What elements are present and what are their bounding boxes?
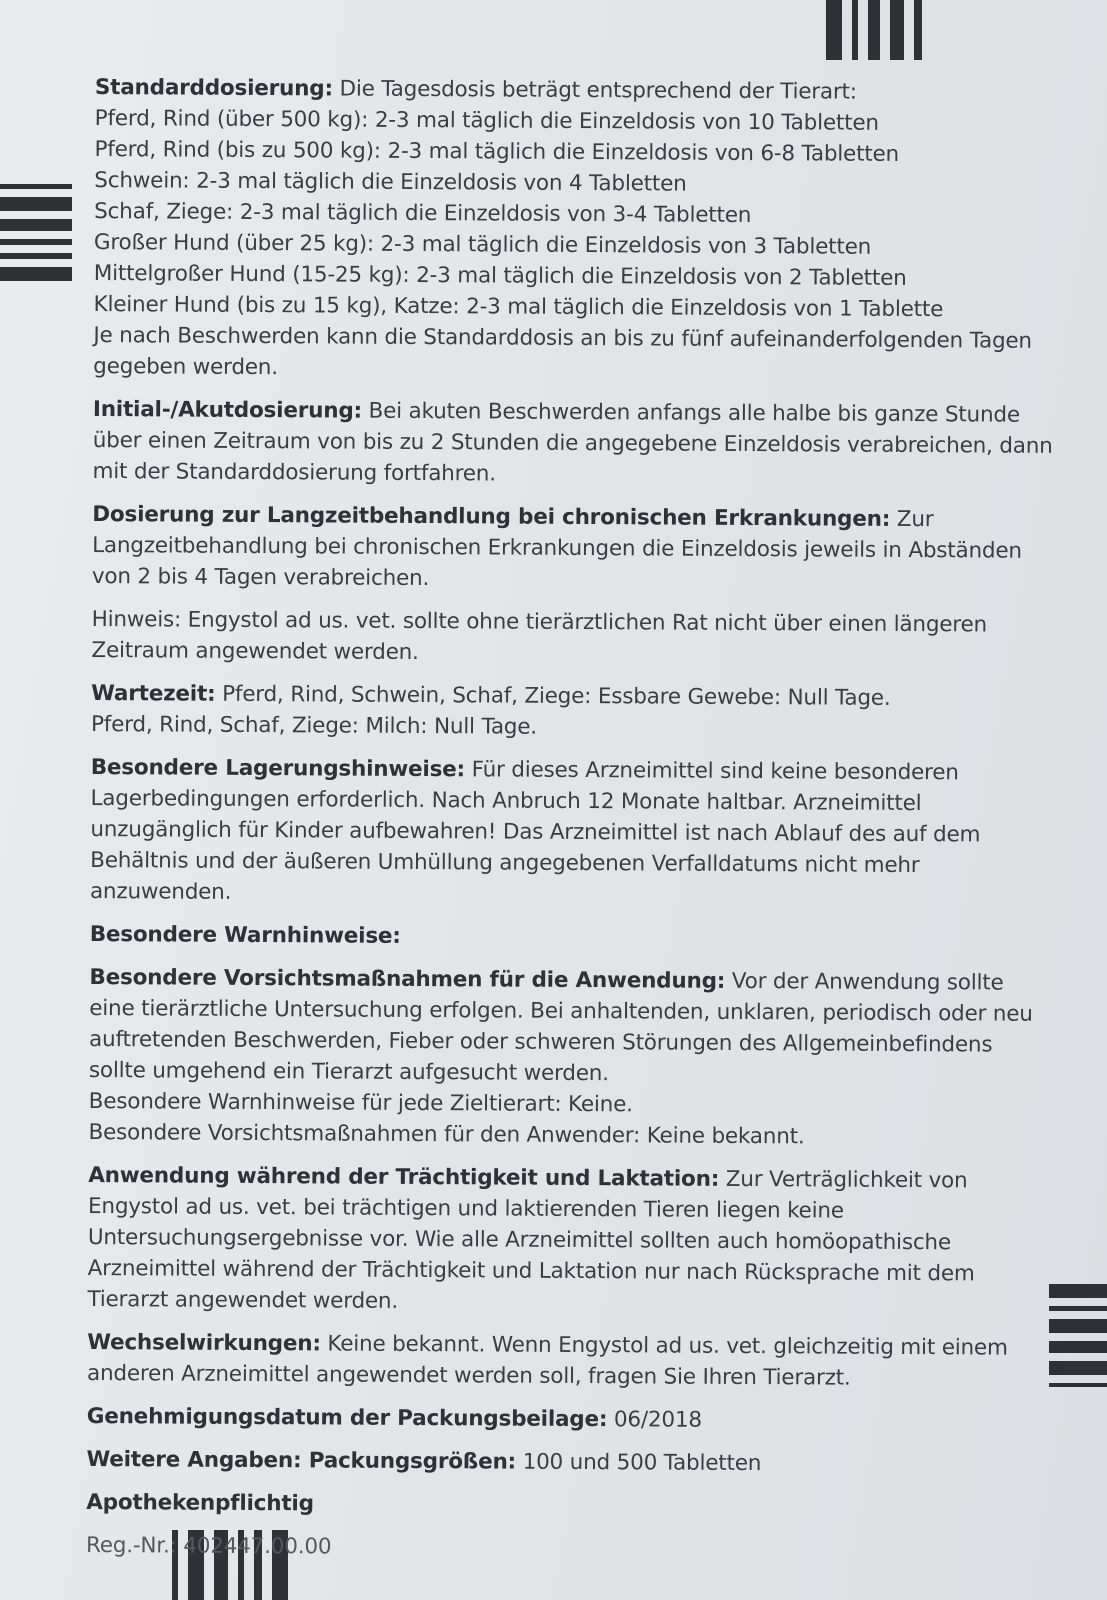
warnings-section [90,919,1050,956]
waiting-period-tissue: Pferd, Rind, Schwein, Schaf, Ziege: Essbare Gewebe: Null Tage. [222,681,891,711]
print-mark [890,0,904,60]
storage-section [90,752,1051,913]
approval-date-section [87,1401,1047,1438]
waiting-period-heading: Wartezeit: [91,680,216,707]
pregnancy-heading: Anwendung während der Trächtigkeit und Laktation: [88,1162,720,1192]
target-species-warning: Besondere Warnhinweise für jede Zieltierart: Keine. [88,1088,633,1118]
print-mark [1049,1341,1107,1353]
precautions-text: Vor der Anwendung sollte eine tierärztliche Untersuchung erfolgen. Bei anhaltenden, unklaren, periodisch oder neu auftretenden Beschwerden, Fieber oder schweren Störungen des Allgemeinbefindens sollte umgehend ein Tierarzt aufgesucht werden. [88,968,1033,1087]
print-marks-top [826,0,922,60]
dosage-line: Pferd, Rind (bis zu 500 kg): 2-3 mal täglich die Einzeldosis von 6-8 Tabletten [94,136,900,167]
initial-dosage-section [92,394,1053,493]
hint-text: Hinweis: Engystol ad us. vet. sollte ohne tierärztlichen Rat nicht über einen längeren Zeitraum angewendet werden. [91,606,988,665]
pregnancy-text: Zur Verträglichkeit von Engystol ad us. vet. bei trächtigen und laktierenden Tieren liegen keine Untersuchungsergebnisse vor. Wie alle Arzneimittel sollten auch homöopathische Arzneimittel während der Trächtigkeit und Laktation nur nach Rücksprache mit dem Tierarzt angewendet werden. [87,1166,975,1314]
further-info-section [86,1444,1046,1481]
longterm-dosage-section [92,499,1053,598]
interactions-section [87,1327,1047,1395]
dosage-line: Schwein: 2-3 mal täglich die Einzeldosis von 4 Tabletten [94,167,687,197]
dosage-line: Schaf, Ziege: 2-3 mal täglich die Einzeldosis von 3-4 Tabletten [94,198,752,229]
print-mark [826,0,842,60]
standard-dosage-heading: Standarddosierung: [94,74,333,102]
pharmacy-only-label: Apothekenpflichtig [86,1489,314,1517]
waiting-period-section [91,678,1051,746]
approval-date-heading: Genehmigungsdatum der Packungsbeilage: [86,1403,608,1433]
storage-text: Für dieses Arzneimittel sind keine besonderen Lagerbedingungen erforderlich. Nach Anbruch 12 Monate haltbar. Arzneimittel unzugänglich für Kinder aufbewahren! Das Arzneimittel ist nach Ablauf des auf dem Behältnis und der äußeren Umhüllung angegebenen Verfalldatums nicht mehr anzuwenden. [89,757,981,905]
print-mark [914,0,922,60]
dosage-line: Mittelgroßer Hund (15-25 kg): 2-3 mal täglich die Einzeldosis von 2 Tabletten [93,260,907,291]
initial-dosage-text: Bei akuten Beschwerden anfangs alle halbe bis ganze Stunde über einen Zeitraum von bis zu 2 Stunden die angegebene Einzeldosis verabreichen, dann mit der Standarddosierung fortfahren. [92,398,1053,487]
dosage-line: Kleiner Hund (bis zu 15 kg), Katze: 2-3 mal täglich die Einzeldosis von 1 Tablette [93,291,944,323]
precautions-section [88,962,1049,1154]
longterm-dosage-heading: Dosierung zur Langzeitbehandlung bei chronischen Erkrankungen: [92,501,891,532]
pregnancy-section [87,1160,1048,1321]
storage-heading: Besondere Lagerungshinweise: [90,754,466,783]
print-mark [868,0,880,60]
approval-date-value: 06/2018 [613,1407,702,1433]
pharmacy-section [86,1487,1046,1524]
standard-dosage-section [93,72,1055,388]
print-mark [0,184,72,189]
user-precautions: Besondere Vorsichtsmaßnahmen für den Anwender: Keine bekannt. [88,1119,805,1150]
print-mark [0,197,72,211]
longterm-dosage-text: Zur Langzeitbehandlung bei chronischen Erkrankungen die Einzeldosis jeweils in Abständen von 2 bis 4 Tagen verabreichen. [91,506,1022,592]
dosage-line: Großer Hund (über 25 kg): 2-3 mal täglich die Einzeldosis von 3 Tabletten [93,229,872,260]
print-marks-left [0,184,72,281]
interactions-text: Keine bekannt. Wenn Engystol ad us. vet. gleichzeitig mit einem anderen Arzneimittel angewendet werden soll, fragen Sie Ihren Tierarzt. [86,1331,1008,1391]
print-mark [1049,1361,1107,1375]
leaflet-text [86,72,1055,1579]
print-mark [0,219,72,231]
waiting-period-milk: Pferd, Rind, Schaf, Ziege: Milch: Null Tage. [90,711,538,740]
print-mark [1049,1284,1107,1298]
print-mark [1049,1383,1107,1387]
registration-number: Reg.-Nr.: 402447.00.00 [85,1532,332,1560]
warnings-heading: Besondere Warnhinweise: [89,921,401,949]
print-mark [0,239,72,245]
initial-dosage-heading: Initial-/Akutdosierung: [92,396,363,424]
print-mark [1049,1306,1107,1311]
print-marks-right [1049,1284,1107,1387]
print-mark [1049,1319,1107,1333]
further-info-heading: Weitere Angaben: Packungsgrößen: [86,1446,517,1475]
standard-dosage-note: Je nach Beschwerden kann die Standarddosis an bis zu fünf aufeinanderfolgenden Tagen gegeben werden. [93,322,1032,381]
standard-dosage-intro: Die Tagesdosis beträgt entsprechend der Tierart: [339,76,857,105]
package-sizes-value: 100 und 500 Tabletten [522,1449,762,1477]
print-mark [0,267,72,281]
dosage-line: Pferd, Rind (über 500 kg): 2-3 mal täglich die Einzeldosis von 10 Tabletten [94,105,879,136]
print-mark [852,0,858,60]
precautions-heading: Besondere Vorsichtsmaßnahmen für die Anwendung: [89,964,726,994]
interactions-heading: Wechselwirkungen: [87,1329,321,1357]
print-mark [0,253,72,259]
